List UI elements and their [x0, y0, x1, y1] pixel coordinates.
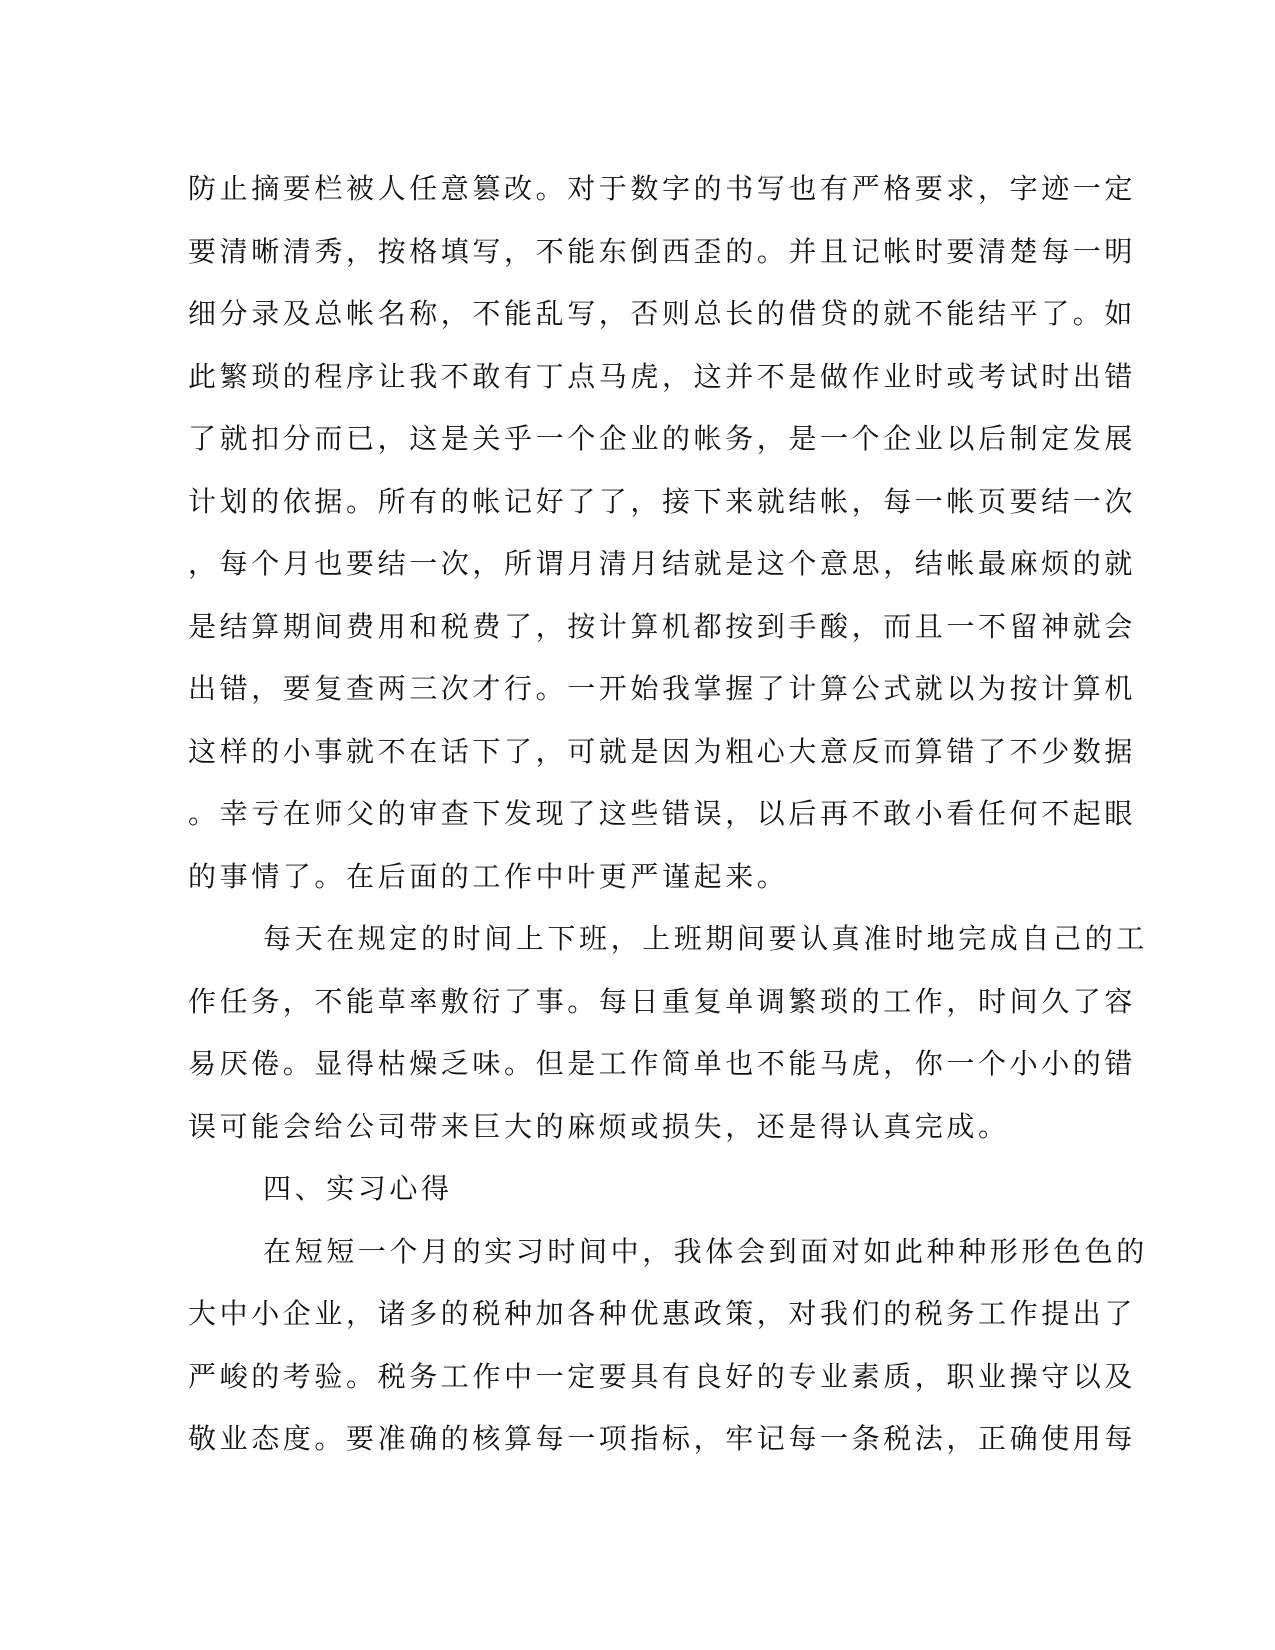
- text-line: ，每个月也要结一次，所谓月清月结就是这个意思，结帐最麻烦的就: [188, 547, 1137, 580]
- text-line: 大中小企业，诸多的税种加各种优惠政策，对我们的税务工作提出了: [188, 1297, 1137, 1330]
- paragraph-first-line: 在短短一个月的实习时间中，我体会到面对如此种种形形色色的: [263, 1234, 1148, 1268]
- text-line: 误可能会给公司带来巨大的麻烦或损失，还是得认真完成。: [188, 1109, 1010, 1143]
- text-line: 作任务，不能草率敷衍了事。每日重复单调繁琐的工作，时间久了容: [188, 984, 1137, 1018]
- text-line: 这样的小事就不在话下了，可就是因为粗心大意反而算错了不少数据: [188, 734, 1137, 768]
- text-line: 的事情了。在后面的工作中叶更严谨起来。: [188, 859, 789, 893]
- text-line: 计划的依据。所有的帐记好了了，接下来就结帐，每一帐页要结一次: [188, 484, 1137, 518]
- text-line: 是结算期间费用和税费了，按计算机都按到手酸，而且一不留神就会: [188, 609, 1137, 643]
- text-line: 严峻的考验。税务工作中一定要具有良好的专业素质，职业操守以及: [188, 1359, 1137, 1393]
- text-line: 。幸亏在师父的审查下发现了这些错误，以后再不敢小看任何不起眼: [188, 797, 1137, 830]
- text-line: 易厌倦。显得枯燥乏味。但是工作简单也不能马虎，你一个小小的错: [188, 1047, 1137, 1080]
- text-line: 要清晰清秀，按格填写，不能东倒西歪的。并且记帐时要清楚每一明: [188, 234, 1137, 268]
- text-line: 了就扣分而已，这是关乎一个企业的帐务，是一个企业以后制定发展: [188, 422, 1137, 455]
- body-text: [188, 158, 1148, 1471]
- section-heading: 四、实习心得: [263, 1172, 453, 1205]
- paragraph-first-line: 每天在规定的时间上下班，上班期间要认真准时地完成自己的工: [263, 922, 1148, 955]
- text-line: 防止摘要栏被人任意篡改。对于数字的书写也有严格要求，字迹一定: [188, 172, 1137, 205]
- text-line: 细分录及总帐名称，不能乱写，否则总长的借贷的就不能结平了。如: [188, 297, 1137, 330]
- text-line: 出错，要复查两三次才行。一开始我掌握了计算公式就以为按计算机: [188, 672, 1137, 705]
- text-line: 此繁琐的程序让我不敢有丁点马虎，这并不是做作业时或考试时出错: [188, 359, 1137, 393]
- text-line: 敬业态度。要准确的核算每一项指标，牢记每一条税法，正确使用每: [188, 1422, 1137, 1455]
